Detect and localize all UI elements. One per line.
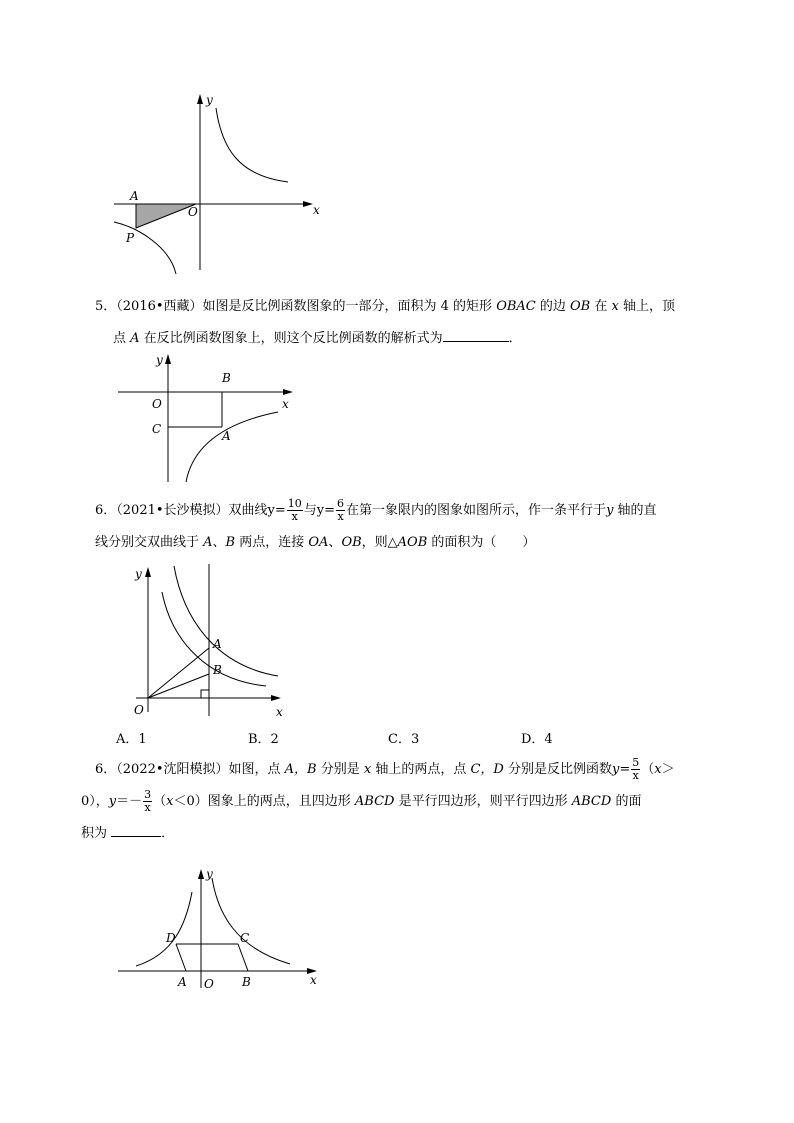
q6a-text-f: ，则△ xyxy=(361,535,398,550)
q6a-var-OA: OA xyxy=(308,535,329,550)
label-B: B xyxy=(242,975,251,989)
figure-1 xyxy=(110,90,330,280)
q6b-text-j: ． xyxy=(161,826,175,841)
q6a-line-1 xyxy=(95,495,715,527)
segment-CB xyxy=(238,944,248,971)
shaded-triangle xyxy=(136,204,196,228)
q6b-var-CD: C，D xyxy=(470,762,504,777)
segment-OB xyxy=(148,674,209,698)
q6b-fraction-2 xyxy=(143,789,152,814)
label-x: x xyxy=(282,397,289,411)
y-axis-arrow xyxy=(165,354,171,364)
q6b-fraction-1 xyxy=(631,757,640,782)
q5-text-b: 的边 xyxy=(535,299,571,314)
figure-q6a xyxy=(128,562,298,722)
label-A: A xyxy=(213,637,222,651)
q6b-text-c: 轴上的两点，点 xyxy=(371,762,471,777)
q5-var-x: x xyxy=(611,299,619,314)
label-O: O xyxy=(204,977,214,991)
hyperbola-q4 xyxy=(186,412,278,482)
q5-text-c: 在 xyxy=(590,299,612,314)
q6a-f2-den: x xyxy=(337,510,344,523)
label-B: B xyxy=(222,371,231,385)
q5-text-f: 在反比例函数图象上，则这个反比例函数的解析式为 xyxy=(139,331,443,346)
q6b-cond1-open: （ xyxy=(641,762,655,777)
x-axis-arrow xyxy=(283,389,293,395)
figure-q6b xyxy=(110,864,330,994)
label-x: x xyxy=(276,705,283,719)
q6b-f1-lhs: y xyxy=(612,762,620,777)
q6a-var-y: y xyxy=(606,503,614,518)
label-y: y xyxy=(135,567,142,581)
q6a-fraction-1 xyxy=(287,498,303,523)
q6a-var-A: A xyxy=(203,535,213,550)
q6a-f2-lhs: y= xyxy=(316,503,336,518)
label-C: C xyxy=(152,422,162,436)
label-C: C xyxy=(240,931,250,945)
right-angle-mark xyxy=(201,690,209,698)
q6b-var-ABCD-2: ABCD xyxy=(571,794,612,809)
q6b-var-ABCD-1: ABCD xyxy=(354,794,395,809)
label-A: A xyxy=(178,975,187,989)
question-6b xyxy=(81,754,715,850)
q6a-f1-den: x xyxy=(291,510,298,523)
q5-text-a: 5．（2016•西藏）如图是反比例函数图象的一部分，面积为 4 的矩形 xyxy=(95,299,497,314)
q6b-f1-eq: = xyxy=(619,762,631,777)
q6a-and: 与 xyxy=(303,503,317,518)
label-x: x xyxy=(310,973,317,987)
label-A: A xyxy=(222,429,231,443)
q5-var-ob: OB xyxy=(570,299,591,314)
q5-var-a: A xyxy=(130,331,140,346)
q5-text-e: 点 xyxy=(113,331,131,346)
q6a-var-B: B xyxy=(225,535,236,550)
q6a-text-a: 6．（2021•长沙模拟）双曲线 xyxy=(95,503,268,518)
question-5 xyxy=(95,291,715,355)
q6b-var-x: x xyxy=(363,762,372,777)
q6b-text-h: 的面 xyxy=(611,794,642,809)
label-x: x xyxy=(313,203,320,217)
q6b-text-d: 分别是反比例函数 xyxy=(503,762,612,777)
q5-line-1 xyxy=(95,291,715,323)
q5-text-d: 轴上，顶 xyxy=(618,299,675,314)
question-6a xyxy=(95,495,715,559)
q6b-line-2 xyxy=(81,786,715,818)
q5-var-obac: OBAC xyxy=(496,299,536,314)
q5-text-g: ． xyxy=(508,331,522,346)
hyperbola-q2 xyxy=(136,892,192,966)
q6b-answer-blank[interactable] xyxy=(111,824,161,837)
q6b-line-1 xyxy=(95,754,715,786)
q6b-text-b: 分别是 xyxy=(316,762,364,777)
q6a-var-OB: OB xyxy=(341,535,362,550)
q6b-cond1-var: x xyxy=(654,762,662,777)
label-B: B xyxy=(213,663,222,677)
q6a-f1-lhs: y= xyxy=(267,503,286,518)
q6b-text-a: 6．（2022•沈阳模拟）如图，点 xyxy=(95,762,285,777)
q6a-text-b: 在第一象限内的图象如图所示，作一条平行于 xyxy=(346,503,607,518)
label-y: y xyxy=(156,353,163,367)
q6b-cond1-end: ＞ xyxy=(661,762,675,777)
q6a-text-d: 线分别交双曲线于 xyxy=(95,535,204,550)
q6b-var-AB: A，B xyxy=(284,762,317,777)
q5-answer-blank[interactable] xyxy=(443,329,509,342)
q6a-text-e: 两点，连接 xyxy=(235,535,309,550)
q6b-f2-den: x xyxy=(144,801,151,814)
q6a-text-c: 轴的直 xyxy=(613,503,657,518)
q6b-f2-eq: ＝－ xyxy=(116,794,143,809)
q6b-f2-num: 3 xyxy=(144,788,152,801)
x-axis-arrow xyxy=(271,695,281,701)
q6a-var-AOB: AOB xyxy=(397,535,428,550)
q6a-f1-num: 10 xyxy=(287,497,302,510)
q6b-text-e: 0）， xyxy=(81,794,109,809)
q6a-sep-2: 、 xyxy=(328,535,342,550)
choice-b[interactable]: B．2 xyxy=(248,732,279,747)
y-axis-arrow xyxy=(197,94,203,104)
label-O: O xyxy=(134,703,144,717)
q6b-text-g: 是平行四边形，则平行四边形 xyxy=(394,794,572,809)
label-y: y xyxy=(206,93,213,107)
q6b-cond2-var: x xyxy=(166,794,174,809)
q6a-text-g: 的面积为（ ） xyxy=(427,535,536,550)
y-axis-arrow xyxy=(198,869,204,879)
q6b-line-3 xyxy=(81,818,715,850)
q6a-line-2 xyxy=(95,527,715,559)
label-A: A xyxy=(130,189,139,203)
label-y: y xyxy=(206,867,213,881)
label-P: P xyxy=(126,231,135,245)
hyperbola-q1 xyxy=(216,108,288,182)
q6b-text-f: ＜0）图象上的两点，且四边形 xyxy=(173,794,355,809)
label-O: O xyxy=(188,205,198,219)
q6a-fraction-2 xyxy=(336,498,345,523)
label-D: D xyxy=(166,931,176,945)
x-axis-arrow xyxy=(303,201,313,207)
y-axis-arrow xyxy=(145,567,151,577)
q6b-f2-lhs: y xyxy=(108,794,117,809)
choice-c[interactable]: C．3 xyxy=(388,732,420,747)
figure-q5 xyxy=(110,350,310,490)
q6b-f1-den: x xyxy=(632,769,639,782)
q6a-f2-num: 6 xyxy=(337,497,345,510)
hyperbola-q1 xyxy=(212,878,290,964)
q6a-sep-1: 、 xyxy=(212,535,226,550)
hyperbola-10-over-x xyxy=(174,566,278,676)
segment-DA xyxy=(176,944,186,971)
q6b-cond2-open: （ xyxy=(153,794,167,809)
q6b-text-i: 积为 xyxy=(81,826,112,841)
q6b-f1-num: 5 xyxy=(632,756,640,769)
hyperbola-q3 xyxy=(114,222,176,274)
label-O: O xyxy=(152,397,162,411)
choice-d[interactable]: D．4 xyxy=(521,732,553,747)
choice-a[interactable]: A．1 xyxy=(116,732,147,747)
segment-OA xyxy=(148,648,209,698)
